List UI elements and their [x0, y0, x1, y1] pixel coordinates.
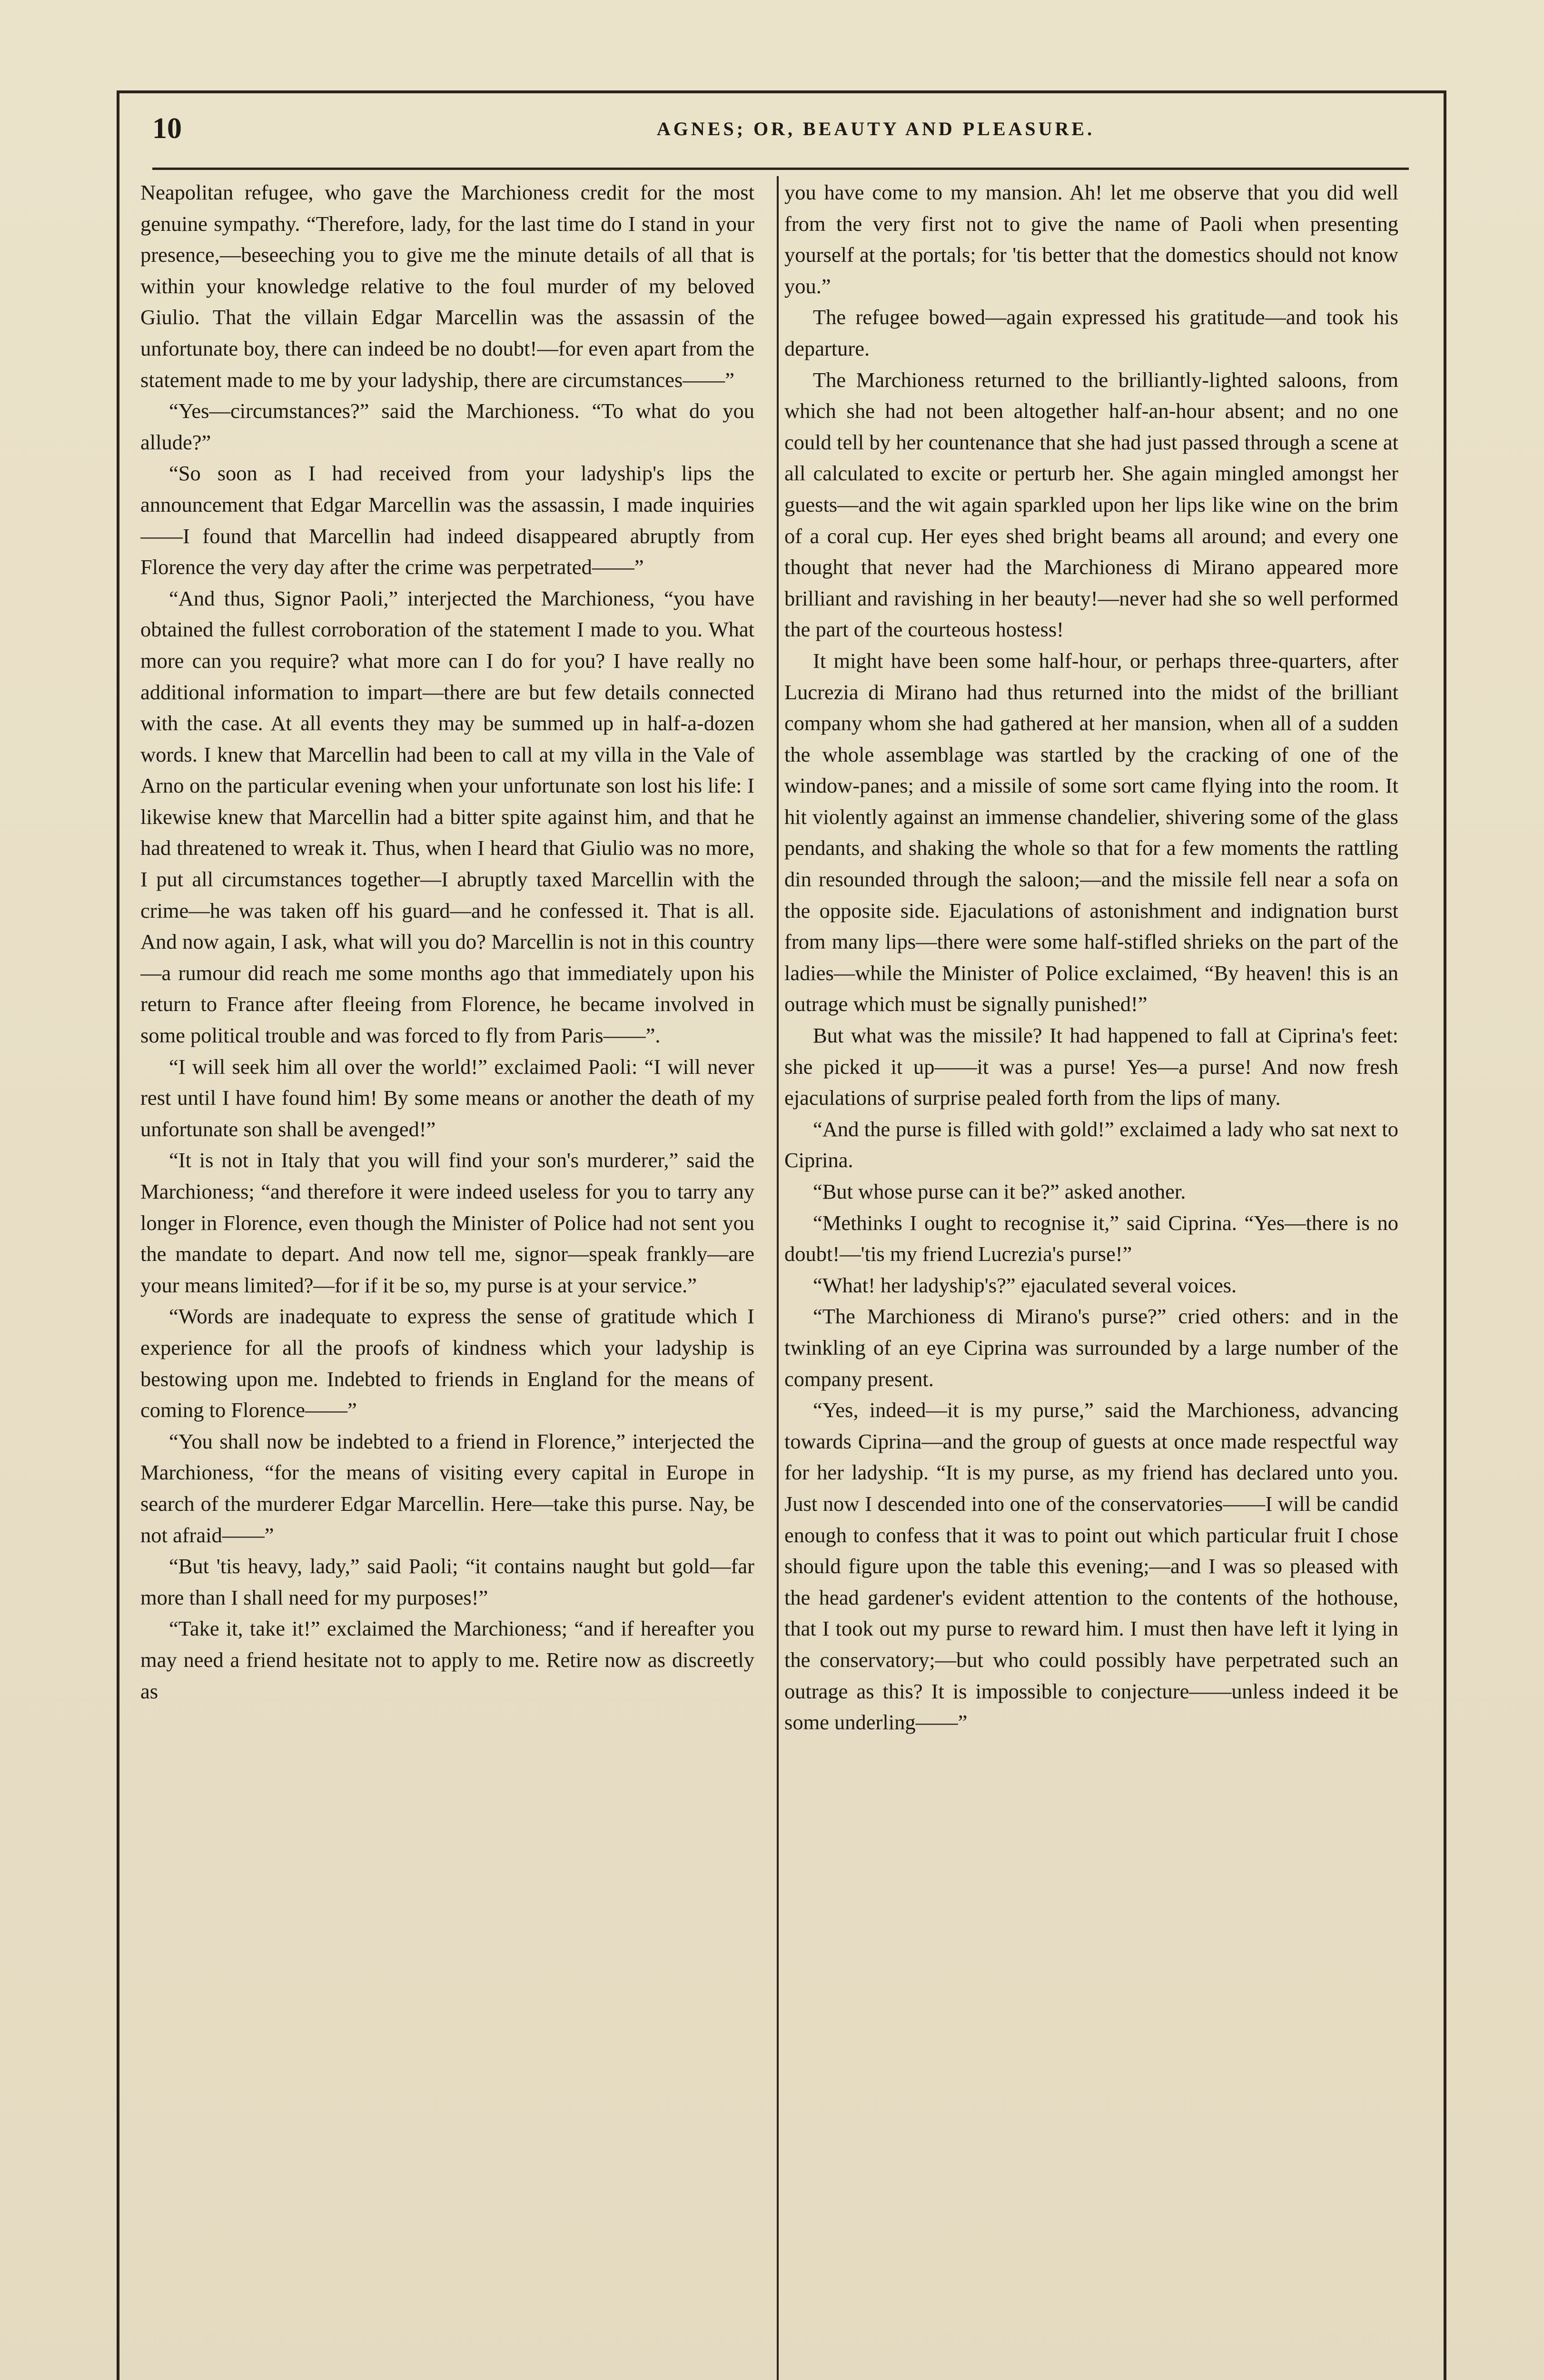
paragraph: “Methinks I ought to recognise it,” said Ciprina. “Yes—there is no doubt!—'tis my friend Lucrezia's purse!” [784, 1210, 1398, 1266]
paragraph: It might have been some half-hour, or perhaps three-quarters, after Lucrezia di Mirano had thus returned into the midst of the brilliant company whom she had gathered at her mansion, when all of a sudden the whole assemblage was startled by the cracking of one of the window-panes; and a missile of some sort came flying into the room. It hit violently against an immense chandelier, shivering some of the glass pendants, and shaking the whole so that for a few moments the rattling din resounded through the saloon;—and the missile fell near a sofa on the opposite side. Ejaculations of astonishment and indignation burst from many lips—there were some half-stifled shrieks on the part of the ladies—while the Minister of Police exclaimed, “By heaven! this is an outrage which must be signally punished!” [784, 648, 1398, 1016]
paragraph: “But 'tis heavy, lady,” said Paoli; “it contains naught but gold—far more than I shall need for my purposes!” [140, 1554, 754, 1609]
header-rule [152, 168, 1409, 170]
running-head [152, 112, 1409, 159]
paragraph: “It is not in Italy that you will find your son's murderer,” said the Marchioness; “and therefore it were indeed useless for you to tarry any longer in Florence, even though the Minister of Police had not sent you the mandate to depart. And now tell me, signor—speak frankly—are your means limited?—for if it be so, my purse is at your service.” [140, 1148, 754, 1297]
paragraph: The refugee bowed—again expressed his gratitude—and took his departure. [784, 305, 1398, 360]
paragraph: “Yes, indeed—it is my purse,” said the Marchioness, advancing towards Ciprina—and the group of guests at once made respectful way for her ladyship. “It is my purse, as my friend has declared unto you. Just now I descended into one of the conservatories——I will be candid enough to confess that it was to point out which particular fruit I chose should figure upon the table this evening;—and I was so pleased with the head gardener's evident attention to the contents of the hothouse, that I took out my purse to reward him. I must then have left it lying in the conservatory;—but who could possibly have perpetrated such an outrage as this? It is impossible to conjecture——unless indeed it be some underling——” [784, 1398, 1398, 1735]
page-number: 10 [152, 112, 182, 145]
paragraph: “Words are inadequate to express the sense of gratitude which I experience for all the proofs of kindness which your ladyship is bestowing upon me. Indebted to friends in England for the means of coming to Florence——” [140, 1304, 754, 1422]
paragraph: “You shall now be indebted to a friend in Florence,” interjected the Marchioness, “for the means of visiting every capital in Europe in search of the murderer Edgar Marcellin. Here—take this purse. Nay, be not afraid——” [140, 1429, 754, 1547]
paragraph: “And thus, Signor Paoli,” interjected the Marchioness, “you have obtained the fullest corroboration of the statement I made to you. What more can you require? what more can I do for you? I have really no additional information to impart—there are but few details connected with the case. At all events they may be summed up in half-a-dozen words. I knew that Marcellin had been to call at my villa in the Vale of Arno on the particular evening when your unfortunate son lost his life: I likewise knew that Marcellin had a bitter spite against him, and that he had threatened to wreak it. Thus, when I heard that Giulio was no more, I put all circumstances together—I abruptly taxed Marcellin with the crime—he was taken off his guard—and he confessed it. That is all. And now again, I ask, what will you do? Marcellin is not in this country—a rumour did reach me some months ago that immediately upon his return to France after fleeing from Florence, he became involved in some political trouble and was forced to fly from Paris——”. [140, 586, 754, 1048]
paragraph: “What! her ladyship's?” ejaculated several voices. [813, 1273, 1237, 1297]
left-column [140, 177, 754, 2380]
paragraph: “Yes—circumstances?” said the Marchioness. “To what do you allude?” [140, 399, 754, 454]
paragraph: you have come to my mansion. Ah! let me observe that you did well from the very first not to give the name of Paoli when presenting yourself at the portals; for 'tis better that the domestics should not know you.” [784, 180, 1398, 298]
column-divider [777, 176, 779, 2380]
paragraph: “And the purse is filled with gold!” exclaimed a lady who sat next to Ciprina. [784, 1117, 1398, 1172]
running-title: AGNES; OR, BEAUTY AND PLEASURE. [656, 118, 1095, 139]
paragraph: But what was the missile? It had happened to fall at Ciprina's feet: she picked it up——it was a purse! Yes—a purse! And now fresh ejaculations of surprise pealed forth from the lips of many. [784, 1023, 1398, 1110]
paragraph: The Marchioness returned to the brilliantly-lighted saloons, from which she had not been altogether half-an-hour absent; and no one could tell by her countenance that she had just passed through a scene at all calculated to excite or perturb her. She again mingled amongst her guests—and the wit again sparkled upon her lips like wine on the brim of a coral cup. Her eyes shed bright beams all around; and every one thought that never had the Marchioness di Mirano appeared more brilliant and ravishing in her beauty!—never had she so well performed the part of the courteous hostess! [784, 367, 1398, 642]
right-column [784, 177, 1398, 2380]
paragraph: “But whose purse can it be?” asked another. [813, 1180, 1186, 1203]
paragraph: “The Marchioness di Mirano's purse?” cried others: and in the twinkling of an eye Ciprina was surrounded by a large number of the company present. [784, 1304, 1398, 1391]
paragraph: “Take it, take it!” exclaimed the Marchioness; “and if hereafter you may need a friend hesitate not to apply to me. Retire now as discreetly as [140, 1616, 754, 1703]
paragraph: “I will seek him all over the world!” exclaimed Paoli: “I will never rest until I have found him! By some means or another the death of my unfortunate son shall be avenged!” [140, 1054, 754, 1141]
paragraph: “So soon as I had received from your ladyship's lips the announcement that Edgar Marcellin was the assassin, I made inquiries——I found that Marcellin had indeed disappeared abruptly from Florence the very day after the crime was perpetrated——” [140, 461, 754, 579]
paragraph: Neapolitan refugee, who gave the Marchioness credit for the most genuine sympathy. “Therefore, lady, for the last time do I stand in your presence,—beseeching you to give me the minute details of all that is within your knowledge relative to the foul murder of my beloved Giulio. That the villain Edgar Marcellin was the assassin of the unfortunate boy, there can indeed be no doubt!—for even apart from the statement made to me by your ladyship, there are circumstances——” [140, 180, 754, 392]
